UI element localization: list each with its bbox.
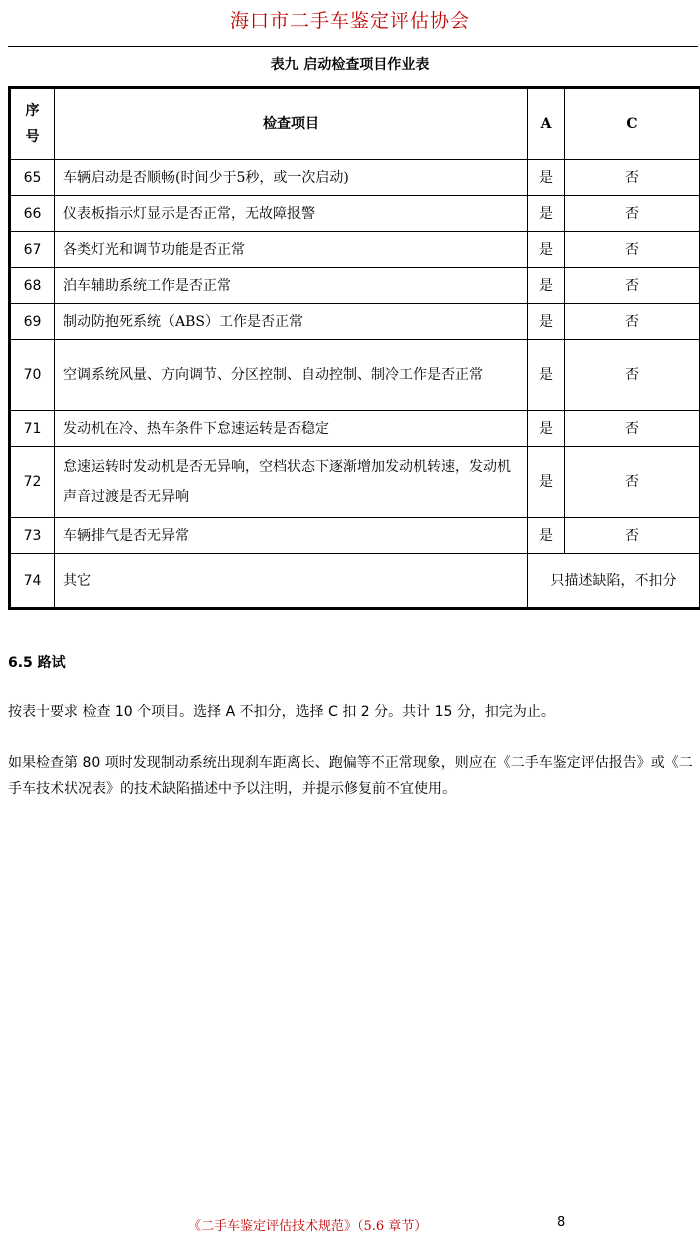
row-item: 制动防抱死系统（ABS）工作是否正常 bbox=[55, 304, 528, 340]
section-paragraph-2: 如果检查第 80 项时发现制动系统出现刹车距离长、跑偏等不正常现象，则应在《二手车鉴定评估报告》或《二手车技术状况表》的技术缺陷描述中予以注明，并提示修复前不宜使用。 bbox=[8, 755, 693, 797]
row-a: 是 bbox=[528, 340, 565, 411]
table-row bbox=[10, 160, 700, 196]
header-c: C bbox=[565, 88, 700, 160]
row-item: 泊车辅助系统工作是否正常 bbox=[55, 268, 528, 304]
row-c: 否 bbox=[565, 268, 700, 304]
header-divider bbox=[8, 46, 698, 47]
table-row bbox=[10, 411, 700, 447]
row-no: 74 bbox=[10, 554, 55, 609]
row-c: 否 bbox=[565, 411, 700, 447]
row-note: 只描述缺陷，不扣分 bbox=[528, 554, 700, 609]
table-row bbox=[10, 268, 700, 304]
row-c: 否 bbox=[565, 232, 700, 268]
row-c: 否 bbox=[565, 304, 700, 340]
row-item: 怠速运转时发动机是否无异响，空档状态下逐渐增加发动机转速，发动机声音过渡是否无异响 bbox=[55, 447, 528, 518]
row-item: 车辆启动是否顺畅(时间少于5秒，或一次启动) bbox=[55, 160, 528, 196]
footer-title: 《二手车鉴定评估技术规范》（5.6 章节） bbox=[188, 1219, 428, 1234]
row-item: 其它 bbox=[55, 554, 528, 609]
header-no bbox=[10, 88, 55, 160]
row-a: 是 bbox=[528, 196, 565, 232]
row-c: 否 bbox=[565, 160, 700, 196]
row-no: 65 bbox=[10, 160, 55, 196]
row-item: 发动机在冷、热车条件下怠速运转是否稳定 bbox=[55, 411, 528, 447]
row-item: 各类灯光和调节功能是否正常 bbox=[55, 232, 528, 268]
row-a: 是 bbox=[528, 232, 565, 268]
row-no: 73 bbox=[10, 518, 55, 554]
row-a: 是 bbox=[528, 518, 565, 554]
table-row bbox=[10, 447, 700, 518]
table-header-row bbox=[10, 88, 700, 160]
table-row bbox=[10, 518, 700, 554]
row-a: 是 bbox=[528, 268, 565, 304]
table-row bbox=[10, 196, 700, 232]
row-a: 是 bbox=[528, 304, 565, 340]
row-a: 是 bbox=[528, 447, 565, 518]
row-no: 68 bbox=[10, 268, 55, 304]
table-row-other bbox=[10, 554, 700, 609]
row-no: 70 bbox=[10, 340, 55, 411]
row-c: 否 bbox=[565, 340, 700, 411]
header-no-line1: 序 bbox=[25, 103, 40, 119]
row-item: 仪表板指示灯显示是否正常，无故障报警 bbox=[55, 196, 528, 232]
row-item: 车辆排气是否无异常 bbox=[55, 518, 528, 554]
table-row bbox=[10, 340, 700, 411]
row-no: 69 bbox=[10, 304, 55, 340]
row-c: 否 bbox=[565, 518, 700, 554]
row-c: 否 bbox=[565, 196, 700, 232]
header-no-line2: 号 bbox=[25, 129, 40, 145]
table-title: 表九 启动检查项目作业表 bbox=[270, 57, 430, 73]
row-item: 空调系统风量、方向调节、分区控制、自动控制、制冷工作是否正常 bbox=[55, 340, 528, 411]
inspection-table bbox=[8, 86, 700, 610]
header-item: 检查项目 bbox=[55, 88, 528, 160]
row-no: 72 bbox=[10, 447, 55, 518]
row-no: 67 bbox=[10, 232, 55, 268]
section-title: 6.5 路试 bbox=[8, 655, 66, 671]
header-a: A bbox=[528, 88, 565, 160]
section-paragraph-1: 按表十要求 检查 10 个项目。选择 A 不扣分，选择 C 扣 2 分。共计 15 分，扣完为止。 bbox=[8, 704, 555, 720]
row-no: 71 bbox=[10, 411, 55, 447]
table-row bbox=[10, 232, 700, 268]
row-c: 否 bbox=[565, 447, 700, 518]
row-a: 是 bbox=[528, 160, 565, 196]
organization-header: 海口市二手车鉴定评估协会 bbox=[229, 10, 470, 32]
row-no: 66 bbox=[10, 196, 55, 232]
table-row bbox=[10, 304, 700, 340]
page-number: 8 bbox=[557, 1215, 566, 1230]
row-a: 是 bbox=[528, 411, 565, 447]
